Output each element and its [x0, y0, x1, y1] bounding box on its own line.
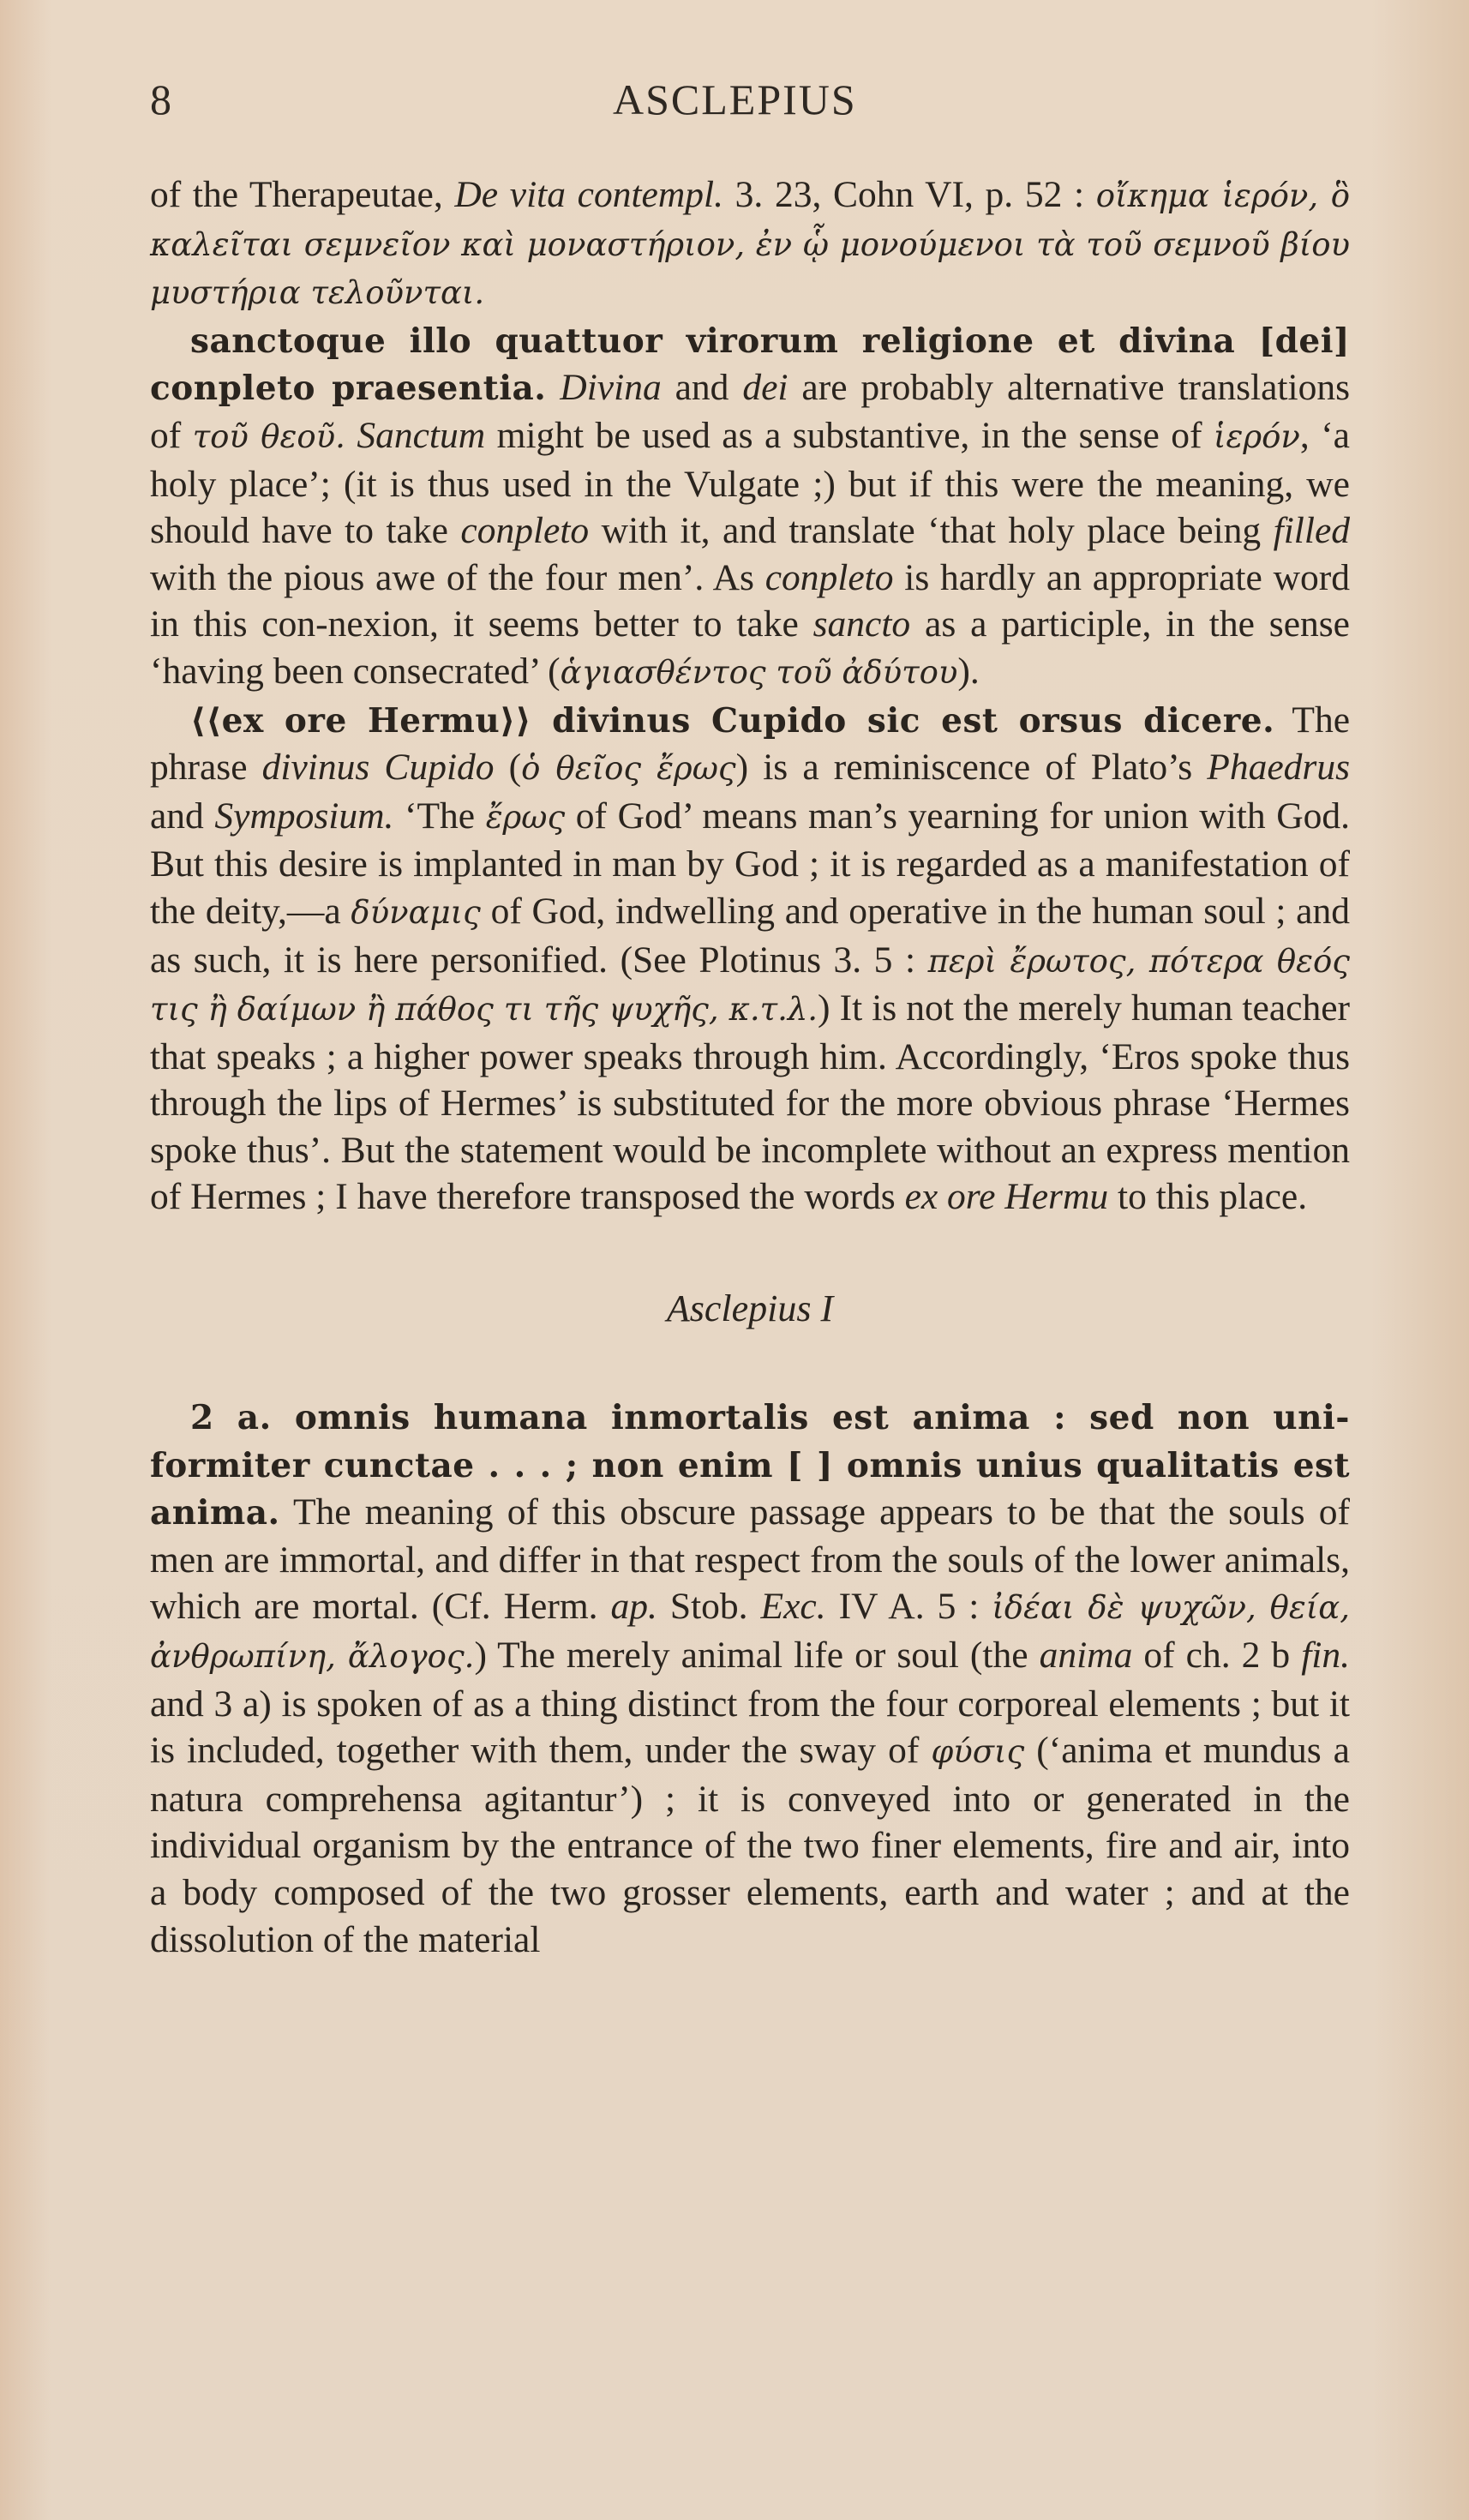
text-run: [345, 415, 357, 456]
paragraph-p4: [150, 1394, 1350, 1963]
text-run: 3. 23, Cohn VI, p. 52 :: [723, 174, 1096, 215]
italic-text: filled: [1273, 510, 1351, 552]
text-run: (‘anima et mundus a natura comprehensa agitantur’) ; it is conveyed into or generated in the individual organism by the entrance of the two finer elements, fire and air, into a body composed of the two grosser elements, earth and water ; and at the dissolution of the material: [150, 1730, 1350, 1960]
italic-text: Phaedrus: [1207, 747, 1351, 789]
text-run: are probably alternative translations of: [150, 367, 1351, 456]
commentary-body: [150, 171, 1350, 1963]
italic-text: ex ore Hermu: [904, 1176, 1109, 1218]
italic-text: ap.: [610, 1586, 657, 1628]
text-run: ‘The: [393, 795, 486, 837]
italic-text: Exc.: [760, 1586, 826, 1628]
italic-text: fin.: [1301, 1635, 1350, 1677]
commentary-block-2: [150, 1394, 1350, 1963]
greek-text: ἔρως: [485, 798, 566, 836]
text-run: The phrase: [150, 699, 1351, 789]
section-heading: Asclepius I: [666, 1287, 834, 1330]
text-run: The meaning of this obscure passage appears to be that the souls of men are immortal, and differ in that respect from the souls of the lower animals, which are mortal. (Cf. Herm.: [150, 1491, 1350, 1628]
text-run: ) is a reminiscence of Plato’s: [735, 747, 1208, 789]
text-run: [546, 367, 560, 408]
italic-text: anima: [1039, 1635, 1133, 1677]
text-run: is hardly an appropriate word in this con-nexion, it seems better to take: [150, 556, 1350, 645]
text-run: might be used as a substantive, in the sense of: [485, 414, 1214, 456]
text-run: of ch. 2 b: [1132, 1635, 1302, 1677]
italic-text: conpleto: [460, 510, 590, 552]
text-run: and: [661, 367, 743, 409]
italic-text: Divina: [560, 367, 662, 409]
text-run: as a participle, in the sense ‘having been consecrated’ (: [150, 603, 1350, 692]
italic-text: dei: [742, 367, 788, 409]
text-run: of God, indwelling and operative in the human soul ; and as such, it is here personified. (See Plotinus 3. 5 :: [150, 890, 1350, 981]
greek-text: ἰδέαι δὲ ψυχῶν, θεία, ἀνθρωπίνη, ἄλογος.: [150, 1589, 1350, 1676]
text-run: (: [494, 747, 522, 789]
text-run: , ‘a holy place’; (it is thus used in the Vulgate ;) but if this were the meaning, we should have to take: [150, 414, 1350, 552]
text-run: of the Therapeutae,: [150, 174, 455, 215]
text-run: ) The merely animal life or soul (the: [474, 1635, 1040, 1677]
italic-text: divinus Cupido: [261, 747, 495, 789]
italic-text: sancto: [812, 603, 911, 645]
greek-text: τοῦ θεοῦ.: [192, 417, 345, 455]
italic-text: Sanctum: [357, 414, 486, 456]
paragraph-p3: [150, 697, 1350, 1221]
commentary-block-1: [150, 171, 1350, 1221]
greek-text: οἴκημα ἱερόν, ὃ καλεῖται σεμνεῖον καὶ μοναστήριον, ἐν ᾧ μονούμενοι τὰ τοῦ σεμνοῦ βίου μυστήρια τελοῦνται.: [150, 177, 1351, 312]
running-header: [150, 74, 1350, 142]
latin-lemma: 2 a. omnis humana inmortalis est anima : sed non uni-formiter cunctae . . . ; non enim [ ] omnis unius qualitatis est anima.: [150, 1398, 1350, 1533]
text-run: and: [150, 795, 215, 837]
greek-text: ἱερόν: [1213, 417, 1300, 455]
text-run: with the pious awe of the four men’. As: [150, 556, 765, 598]
text-run: Stob.: [657, 1586, 761, 1628]
text-run: of God’ means man’s yearning for union with God. But this desire is implanted in man by God ; it is regarded as a manifestation of the deity,—a: [150, 795, 1350, 932]
latin-lemma: sanctoque illo quattuor virorum religione et divina [dei] conpleto praesentia.: [150, 321, 1350, 409]
text-run: and 3 a) is spoken of as a thing distinct from the four corporeal elements ; but it is included, together with them, under the sway of: [150, 1683, 1350, 1772]
greek-text: ὁ θεῖος ἔρως: [521, 750, 736, 788]
text-run: IV A. 5 :: [825, 1586, 992, 1628]
running-title: ASCLEPIUS: [613, 75, 857, 123]
text-run: to this place.: [1108, 1176, 1308, 1218]
italic-text: conpleto: [764, 556, 894, 598]
greek-text: δύναμις: [351, 893, 481, 931]
text-run: ).: [957, 650, 980, 692]
page-number: 8: [150, 75, 171, 123]
greek-text: περὶ ἔρωτος, πότερα θεός τις ἢ δαίμων ἢ πάθος τι τῆς ψυχῆς, κ.τ.λ.: [150, 942, 1351, 1029]
paragraph-p2: [150, 317, 1350, 697]
greek-text: ἁγιασθέντος τοῦ ἀδύτου: [560, 653, 958, 691]
text-run: ) It is not the merely human teacher that speaks ; a higher power speaks through him. Accordingly, ‘Eros spoke thus through the lips of Hermes’ is substituted for the more obvious phrase ‘Hermes spoke thus’. But the statement would be incomplete without an express mention of Hermes ; I have therefore transposed the words: [150, 987, 1350, 1218]
paragraph-p1: [150, 171, 1350, 317]
latin-lemma: ⟨⟨ex ore Hermu⟩⟩ divinus Cupido sic est orsus dicere.: [190, 700, 1275, 741]
greek-text: φύσις: [931, 1733, 1025, 1771]
italic-text: De vita contempl.: [454, 174, 723, 215]
italic-text: Symposium.: [214, 795, 394, 837]
text-run: with it, and translate ‘that holy place being: [589, 510, 1274, 552]
